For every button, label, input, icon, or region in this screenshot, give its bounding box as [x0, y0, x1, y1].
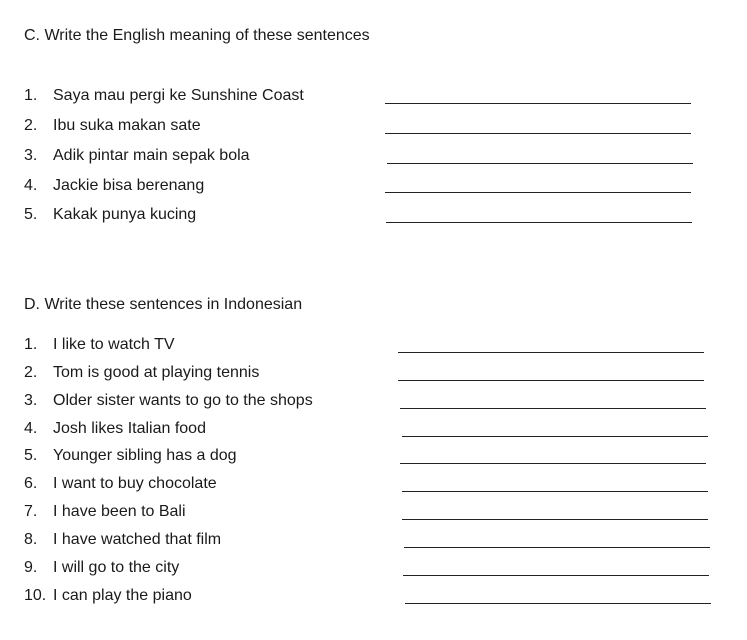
answer-line[interactable]	[386, 222, 692, 223]
item-number: 9.	[24, 559, 38, 576]
item-text: Adik pintar main sepak bola	[53, 147, 250, 164]
item-number: 5.	[24, 206, 38, 223]
item-text: I want to buy chocolate	[53, 475, 217, 492]
item-number: 4.	[24, 420, 38, 437]
item-text: Ibu suka makan sate	[53, 117, 201, 134]
section-c-heading: C. Write the English meaning of these sentences	[24, 27, 370, 44]
item-number: 3.	[24, 147, 38, 164]
item-text: I can play the piano	[53, 587, 192, 604]
item-number: 10.	[24, 587, 47, 604]
item-text: Kakak punya kucing	[53, 206, 197, 223]
answer-line[interactable]	[400, 463, 706, 464]
item-text: I like to watch TV	[53, 336, 175, 353]
item-number: 1.	[24, 336, 38, 353]
answer-line[interactable]	[402, 491, 708, 492]
item-number: 7.	[24, 503, 38, 520]
item-number: 1.	[24, 87, 38, 104]
item-text: Saya mau pergi ke Sunshine Coast	[53, 87, 304, 104]
answer-line[interactable]	[385, 133, 691, 134]
item-number: 3.	[24, 392, 38, 409]
item-number: 6.	[24, 475, 38, 492]
item-number: 2.	[24, 364, 38, 381]
answer-line[interactable]	[404, 547, 710, 548]
item-text: Josh likes Italian food	[53, 420, 206, 437]
item-text: Tom is good at playing tennis	[53, 364, 260, 381]
section-d-heading: D. Write these sentences in Indonesian	[24, 296, 303, 313]
answer-line[interactable]	[385, 192, 691, 193]
answer-line[interactable]	[405, 603, 711, 604]
answer-line[interactable]	[400, 408, 706, 409]
answer-line[interactable]	[398, 380, 704, 381]
answer-line[interactable]	[387, 163, 693, 164]
item-number: 4.	[24, 177, 38, 194]
item-text: Younger sibling has a dog	[53, 447, 237, 464]
item-number: 5.	[24, 447, 38, 464]
item-text: Jackie bisa berenang	[53, 177, 205, 194]
item-number: 8.	[24, 531, 38, 548]
answer-line[interactable]	[385, 103, 691, 104]
item-text: Older sister wants to go to the shops	[53, 392, 313, 409]
item-number: 2.	[24, 117, 38, 134]
answer-line[interactable]	[398, 352, 704, 353]
answer-line[interactable]	[402, 519, 708, 520]
item-text: I have watched that film	[53, 531, 222, 548]
item-text: I will go to the city	[53, 559, 180, 576]
answer-line[interactable]	[403, 575, 709, 576]
answer-line[interactable]	[402, 436, 708, 437]
item-text: I have been to Bali	[53, 503, 186, 520]
